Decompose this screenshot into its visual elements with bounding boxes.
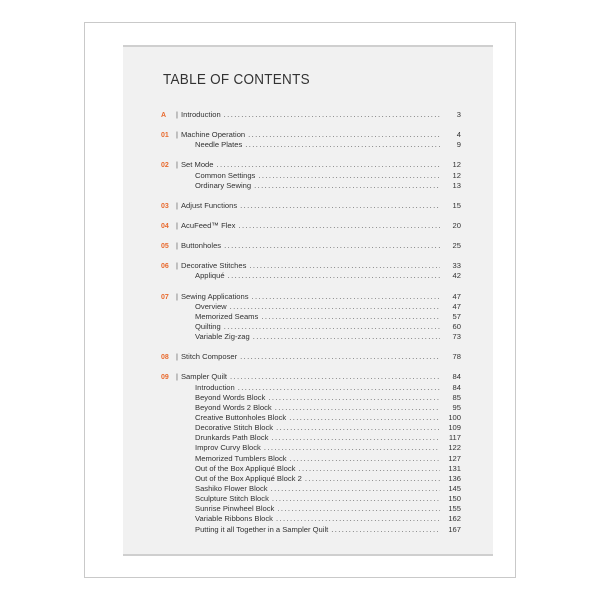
subentry-title: Ordinary Sewing (195, 180, 252, 190)
dot-leader (271, 484, 440, 494)
page-title: TABLE OF CONTENTS (163, 71, 310, 88)
toc-entry[interactable] (161, 160, 461, 170)
entry-title: Machine Operation (180, 130, 246, 140)
page-number: 85 (452, 392, 461, 402)
toc-subentry[interactable] (161, 464, 461, 474)
toc-subentry[interactable] (161, 525, 461, 535)
toc-subentry[interactable] (161, 171, 461, 181)
page-number: 9 (456, 140, 461, 150)
separator-bar: | (176, 241, 178, 251)
subentry-title: Memorized Tumblers Block (195, 453, 287, 463)
separator-bar: | (176, 261, 178, 271)
toc-section (161, 221, 461, 231)
toc-entry[interactable] (161, 372, 461, 382)
dot-leader (238, 221, 440, 231)
toc-section (161, 241, 461, 251)
toc-entry[interactable] (161, 241, 461, 251)
page-number: 3 (456, 110, 461, 119)
separator-bar: | (176, 220, 178, 230)
page-number: 78 (452, 352, 461, 362)
section-number: A (161, 112, 167, 119)
dot-leader (230, 302, 440, 312)
subentry-title: Beyond Words Block (195, 392, 266, 402)
entry-title: Decorative Stitches (180, 261, 247, 271)
toc-subentry[interactable] (161, 474, 461, 484)
subentry-title: Out of the Box Appliqué Block 2 (195, 473, 302, 483)
toc-subentry[interactable] (161, 332, 461, 342)
page-number: 47 (452, 291, 461, 301)
toc-section (161, 110, 461, 120)
subentry-title: Creative Buttonholes Block (195, 412, 287, 422)
toc-section (161, 130, 461, 150)
section-number: 04 (161, 222, 169, 230)
dot-leader (275, 403, 440, 413)
page-number: 162 (448, 514, 461, 524)
table-of-contents (161, 110, 461, 545)
subentry-title: Drunkards Path Block (195, 433, 269, 443)
dot-leader (290, 454, 440, 464)
toc-subentry[interactable] (161, 454, 461, 464)
section-number: 07 (161, 293, 169, 301)
toc-section (161, 352, 461, 362)
dot-leader (261, 312, 440, 322)
subentry-title: Decorative Stitch Block (195, 423, 274, 433)
subentry-title: Memorized Seams (195, 311, 259, 321)
section-number: 05 (161, 243, 169, 251)
dot-leader (289, 413, 440, 423)
dot-leader (245, 140, 440, 150)
subentry-title: Overview (195, 301, 227, 311)
page-number: 95 (452, 402, 461, 412)
toc-subentry[interactable] (161, 423, 461, 433)
entry-title: Introduction (180, 110, 221, 119)
dot-leader (272, 494, 440, 504)
toc-entry[interactable] (161, 110, 461, 120)
dot-leader (224, 322, 440, 332)
page-number: 42 (452, 271, 461, 281)
subentry-title: Putting it all Together in a Sampler Quilt (195, 524, 329, 534)
dot-leader (252, 292, 440, 302)
page-number: 109 (448, 423, 461, 433)
dot-leader (331, 525, 440, 535)
page-number: 73 (452, 332, 461, 342)
entry-title: Stitch Composer (180, 352, 238, 362)
toc-subentry[interactable] (161, 514, 461, 524)
section-number: 02 (161, 162, 169, 170)
dot-leader (268, 393, 440, 403)
dot-leader (253, 332, 440, 342)
dot-leader (240, 201, 440, 211)
toc-subentry[interactable] (161, 413, 461, 423)
entry-title: Sewing Applications (180, 291, 249, 301)
dot-leader (305, 474, 440, 484)
page-number: 84 (452, 382, 461, 392)
separator-bar: | (176, 352, 178, 362)
subentry-title: Introduction (195, 382, 235, 392)
subentry-title: Improv Curvy Block (195, 443, 261, 453)
toc-subentry[interactable] (161, 484, 461, 494)
subentry-title: Variable Zig-zag (195, 332, 250, 342)
page-number: 100 (448, 412, 461, 422)
dot-leader (228, 271, 440, 281)
toc-entry[interactable] (161, 130, 461, 140)
dot-leader (217, 160, 441, 170)
separator-bar: | (176, 372, 178, 382)
page-number: 167 (448, 524, 461, 534)
toc-section (161, 292, 461, 343)
toc-entry[interactable] (161, 201, 461, 211)
page-number: 4 (456, 130, 461, 140)
page-number: 145 (448, 483, 461, 493)
entry-title: Sampler Quilt (180, 372, 227, 382)
page-number: 12 (452, 160, 461, 170)
page-number: 12 (452, 170, 461, 180)
page-number: 25 (452, 241, 461, 251)
toc-entry[interactable] (161, 292, 461, 302)
subentry-title: Beyond Words 2 Block (195, 402, 272, 412)
toc-subentry[interactable] (161, 433, 461, 443)
section-number: 01 (161, 132, 169, 140)
entry-title: Adjust Functions (180, 200, 238, 210)
page-number: 117 (448, 433, 461, 443)
document-page (123, 45, 493, 556)
subentry-title: Sashiko Flower Block (195, 483, 268, 493)
page-number: 57 (452, 311, 461, 321)
dot-leader (248, 130, 440, 140)
dot-leader (298, 464, 440, 474)
page-number: 47 (452, 301, 461, 311)
toc-section (161, 372, 461, 534)
separator-bar: | (176, 130, 178, 140)
toc-section (161, 201, 461, 211)
toc-subentry[interactable] (161, 271, 461, 281)
dot-leader (240, 352, 440, 362)
toc-section (161, 160, 461, 190)
toc-subentry[interactable] (161, 504, 461, 514)
subentry-title: Variable Ribbons Block (195, 514, 273, 524)
toc-entry[interactable] (161, 352, 461, 362)
separator-bar: | (176, 160, 178, 170)
page-number: 150 (448, 494, 461, 504)
section-number: 09 (161, 374, 169, 382)
page-number: 33 (452, 261, 461, 271)
dot-leader (224, 241, 440, 251)
entry-title: Set Mode (180, 160, 214, 170)
dot-leader (230, 372, 440, 382)
section-number: 06 (161, 263, 169, 271)
subentry-title: Needle Plates (195, 140, 243, 150)
toc-subentry[interactable] (161, 312, 461, 322)
subentry-title: Sunrise Pinwheel Block (195, 504, 275, 514)
subentry-title: Appliqué (195, 271, 225, 281)
toc-entry[interactable] (161, 221, 461, 231)
subentry-title: Sculpture Stitch Block (195, 494, 269, 504)
subentry-title: Quilting (195, 321, 221, 331)
page-number: 20 (452, 220, 461, 230)
page-number: 15 (452, 200, 461, 210)
toc-entry[interactable] (161, 261, 461, 271)
dot-leader (264, 443, 440, 453)
toc-subentry[interactable] (161, 494, 461, 504)
toc-subentry[interactable] (161, 403, 461, 413)
toc-subentry[interactable] (161, 383, 461, 393)
subentry-title: Common Settings (195, 170, 256, 180)
dot-leader (276, 514, 440, 524)
toc-subentry[interactable] (161, 393, 461, 403)
page-number: 131 (448, 463, 461, 473)
entry-title: Buttonholes (180, 241, 222, 251)
toc-subentry[interactable] (161, 140, 461, 150)
separator-bar: | (176, 200, 178, 210)
toc-subentry[interactable] (161, 302, 461, 312)
dot-leader (254, 181, 440, 191)
dot-leader (249, 261, 440, 271)
toc-section (161, 261, 461, 281)
dot-leader (271, 433, 440, 443)
section-number: 03 (161, 202, 169, 210)
dot-leader (224, 110, 440, 120)
toc-subentry[interactable] (161, 322, 461, 332)
dot-leader (277, 504, 440, 514)
dot-leader (258, 171, 440, 181)
toc-subentry[interactable] (161, 443, 461, 453)
separator-bar: | (176, 110, 178, 119)
page-number: 127 (448, 453, 461, 463)
section-number: 08 (161, 354, 169, 362)
page-number: 122 (448, 443, 461, 453)
toc-subentry[interactable] (161, 181, 461, 191)
dot-leader (238, 383, 440, 393)
page-number: 136 (448, 473, 461, 483)
page-number: 84 (452, 372, 461, 382)
page-number: 13 (452, 180, 461, 190)
page-number: 155 (448, 504, 461, 514)
dot-leader (276, 423, 440, 433)
entry-title: AcuFeed™ Flex (180, 220, 236, 230)
page-number: 60 (452, 321, 461, 331)
separator-bar: | (176, 291, 178, 301)
subentry-title: Out of the Box Appliqué Block (195, 463, 296, 473)
